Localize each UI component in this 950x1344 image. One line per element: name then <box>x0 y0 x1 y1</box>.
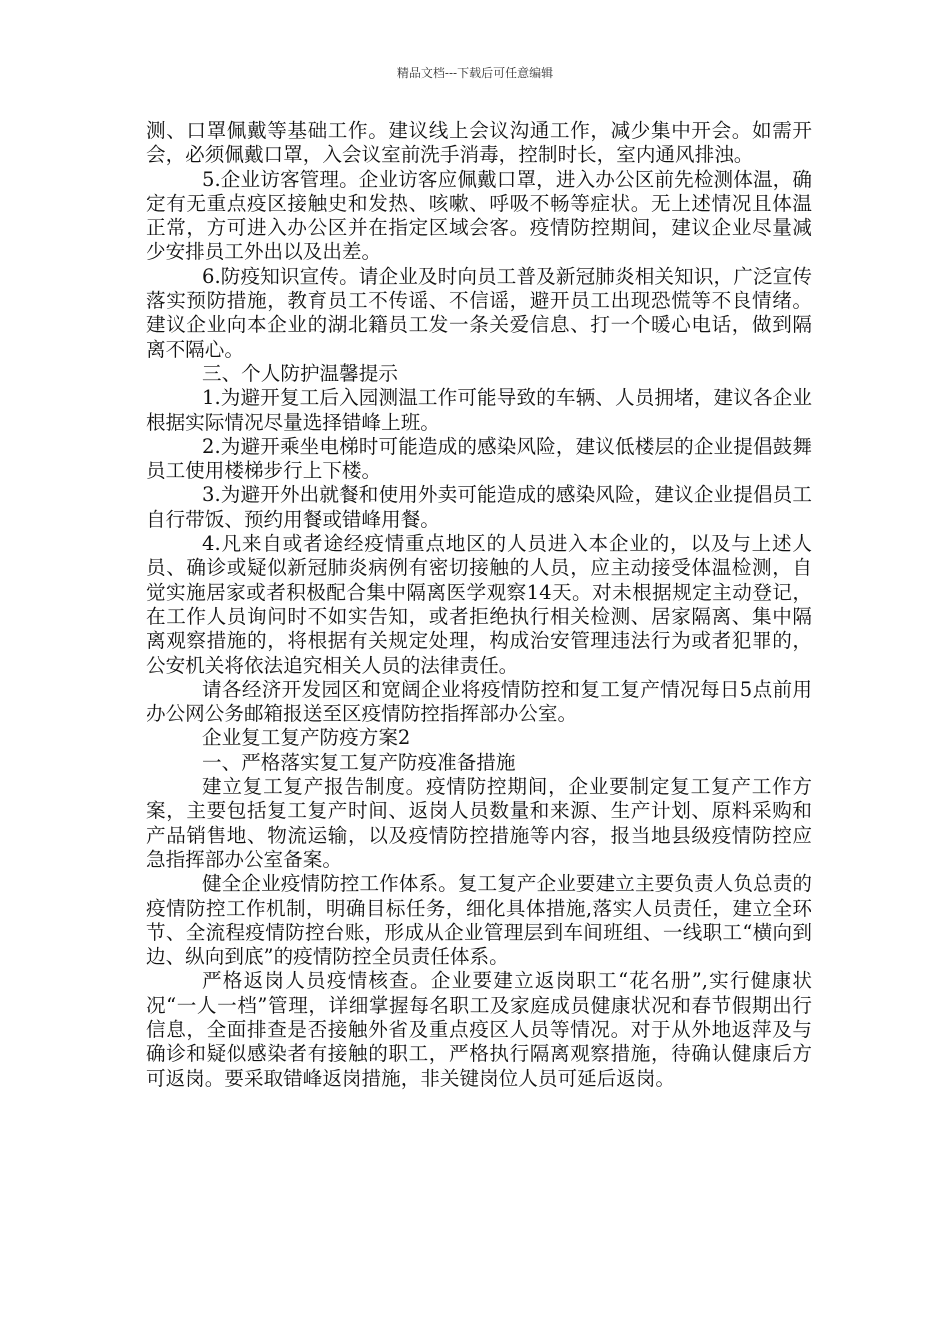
section-heading: 三、个人防护温馨提示 <box>202 361 398 385</box>
paragraph: 建立复工复产报告制度。疫情防控期间，企业要制定复工复产工作方案，主要包括复工复产时间、返岗人员数量和来源、生产计划、原料采购和产品销售地、物流运输，以及疫情防控措施等内容，报当地县级疫情防控应急指挥部办公室备案。 <box>146 775 812 871</box>
paragraph: 测、口罩佩戴等基础工作。建议线上会议沟通工作，减少集中开会。如需开会，必须佩戴口罩，入会议室前洗手消毒，控制时长，室内通风排浊。 <box>146 119 812 167</box>
paragraph: 请各经济开发园区和宽阔企业将疫情防控和复工复产情况每日5点前用办公网公务邮箱报送至区疫情防控指挥部办公室。 <box>146 677 812 726</box>
paragraph: 5.企业访客管理。企业访客应佩戴口罩，进入办公区前先检测体温，确定有无重点疫区接触史和发热、咳嗽、呼吸不畅等症状。无上述情况且体温正常，方可进入办公区并在指定区域会客。疫情防控期间，建议企业尽量减少安排员工外出以及出差。 <box>146 167 812 264</box>
page-header: 精品文档---下载后可任意编辑 <box>396 66 554 80</box>
document-title: 企业复工复产防疫方案2 <box>202 726 411 750</box>
section-heading: 一、严格落实复工复产防疫准备措施 <box>202 750 516 774</box>
paragraph: 1.为避开复工后入园测温工作可能导致的车辆、人员拥堵，建议各企业根据实际情况尽量选择错峰上班。 <box>146 386 812 434</box>
paragraph: 6.防疫知识宣传。请企业及时向员工普及新冠肺炎相关知识，广泛宣传落实预防措施，教育员工不传谣、不信谣，避开员工出现恐慌等不良情绪。建议企业向本企业的湖北籍员工发一条关爱信息、打一个暖心电话，做到隔离不隔心。 <box>146 264 812 361</box>
paragraph: 健全企业疫情防控工作体系。复工复产企业要建立主要负责人负总责的疫情防控工作机制，明确目标任务，细化具体措施,落实人员责任，建立全环节、全流程疫情防控台账，形成从企业管理层到车间班组、一线职工“横向到边、纵向到底”的疫情防控全员责任体系。 <box>146 872 812 969</box>
paragraph: 3.为避开外出就餐和使用外卖可能造成的感染风险，建议企业提倡员工自行带饭、预约用餐或错峰用餐。 <box>146 483 812 531</box>
paragraph: 2.为避开乘坐电梯时可能造成的感染风险，建议低楼层的企业提倡鼓舞员工使用楼梯步行上下楼。 <box>146 434 812 483</box>
paragraph: 严格返岗人员疫情核查。企业要建立返岗职工“花名册”,实行健康状况“一人一档”管理，详细掌握每名职工及家庭成员健康状况和春节假期出行信息，全面排查是否接触外省及重点疫区人员等情况。对于从外地返萍及与确诊和疑似感染者有接触的职工，严格执行隔离观察措施，待确认健康后方可返岗。要采取错峰返岗措施，非关键岗位人员可延后返岗。 <box>146 969 812 1090</box>
paragraph: 4.凡来自或者途经疫情重点地区的人员进入本企业的，以及与上述人员、确诊或疑似新冠肺炎病例有密切接触的人员，应主动接受体温检测，自觉实施居家或者积极配合集中隔离医学观察14天。对未根据规定主动登记，在工作人员询问时不如实告知，或者拒绝执行相关检测、居家隔离、集中隔离观察措施的，将根据有关规定处理，构成治安管理违法行为或者犯罪的，公安机关将依法追究相关人员的法律责任。 <box>146 532 812 677</box>
document-body <box>146 119 812 1091</box>
